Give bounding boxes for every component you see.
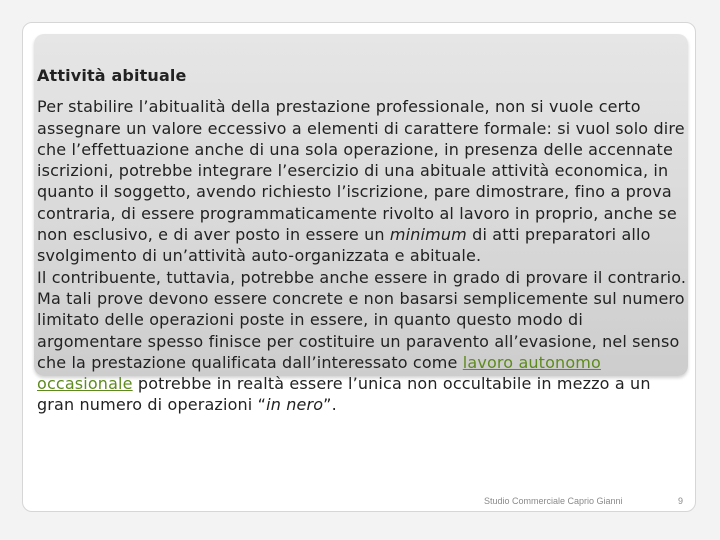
p2-text-b: potrebbe in realtà essere l’unica non occultabile in mezzo a un gran numero di operazioni “: [37, 374, 651, 415]
footer-credit: Studio Commerciale Caprio Gianni: [484, 496, 623, 506]
p2-closing: ”.: [323, 395, 337, 415]
p1-italic-term: minimum: [389, 225, 467, 245]
paragraph-2: [37, 267, 687, 416]
page-number: 9: [678, 496, 684, 506]
p1-text-b: di atti preparatori allo svolgimento di un’attività auto-organizzata e abituale.: [37, 225, 651, 266]
p1-text-a: Per stabilire l’abitualità della prestazione professionale, non si vuole certo assegnare un valore eccessivo a elementi di carattere formale: si vuol solo dire che l’effettuazione anche di una sola operazione, in presenza delle accennate iscrizioni, potrebbe integrare l’esercizio di una abituale attività economica, in quanto il soggetto, avendo richiesto l’iscrizione, pare dimostrare, fino a prova contraria, di essere programmaticamente rivolto al lavoro in proprio, anche se non esclusivo, e di aver posto in essere un: [37, 97, 685, 245]
occasional-work-link[interactable]: lavoro autonomo occasionale: [37, 352, 601, 394]
p2-italic-term: in nero: [266, 395, 324, 415]
slide-content: [37, 63, 687, 416]
paragraph-1: [37, 96, 687, 266]
p2-text-a: Il contribuente, tuttavia, potrebbe anche essere in grado di provare il contrario. Ma tali prove devono essere concrete e non basarsi semplicemente sul numero limitato delle operazioni poste in essere, in quanto questo modo di argomentare spesso finisce per costituire un paravento all’evasione, nel senso che la prestazione qualificata dall’interessato come: [37, 267, 687, 372]
slide-heading: Attività abituale: [37, 66, 187, 85]
